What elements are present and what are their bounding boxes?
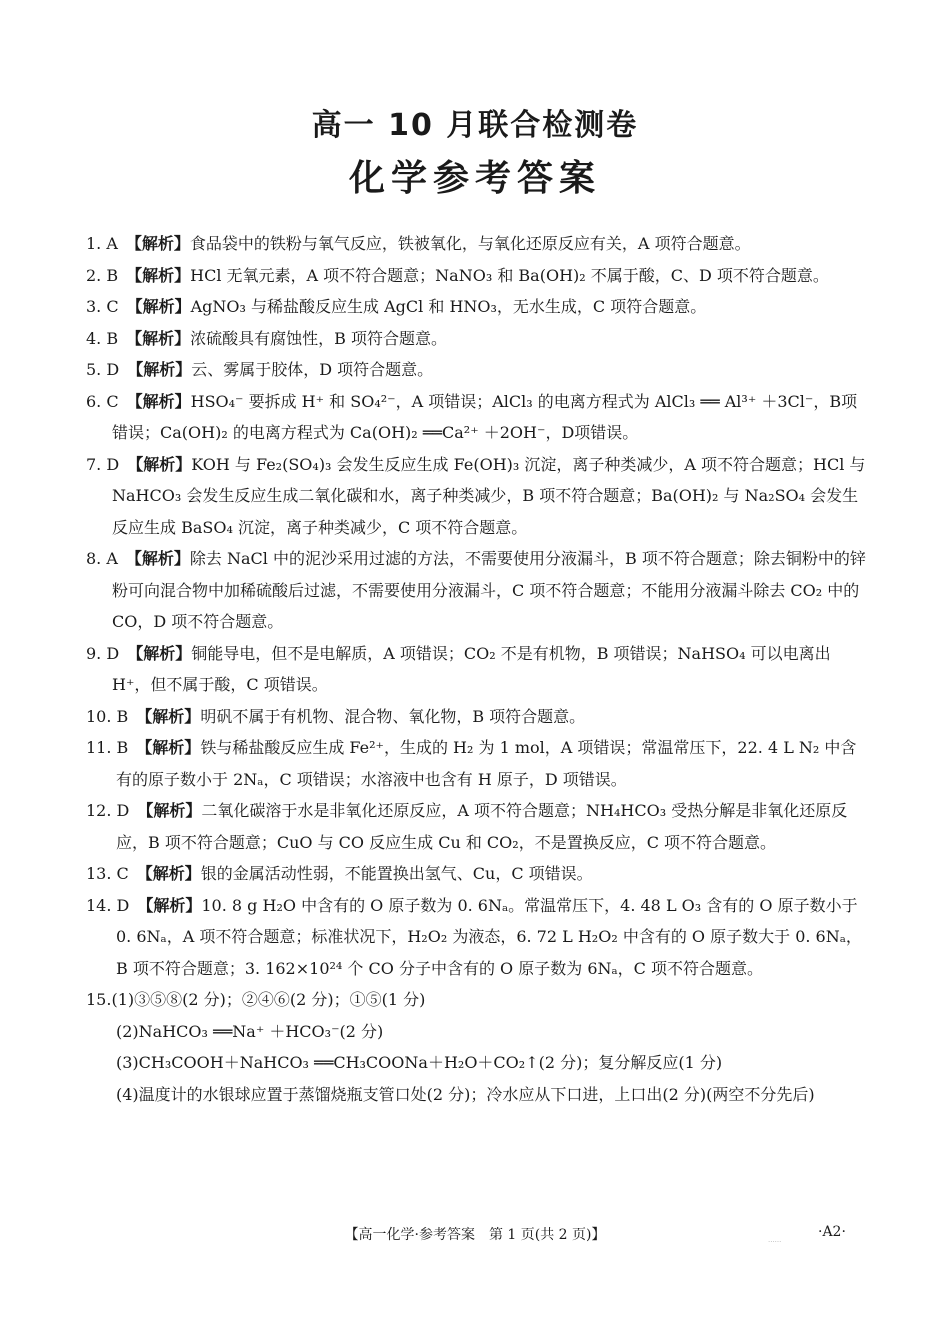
answer-text: HSO₄⁻ 要拆成 H⁺ 和 SO₄²⁻，A 项错误；AlCl₃ 的电离方程式为 AlCl₃ ══ Al³⁺ ＋3Cl⁻，B项错误；Ca(OH)₂ 的电离方程式为 Ca(OH)₂ ══Ca²⁺ ＋2OH⁻，D项错误。 xyxy=(112,391,858,442)
page-code: ·A2· xyxy=(818,1224,846,1240)
answer-item xyxy=(86,323,868,355)
answer-number: 3. C xyxy=(86,297,119,316)
answer-text: 除去 NaCl 中的泥沙采用过滤的方法，不需要使用分液漏斗，B 项不符合题意；除去铜粉中的锌粉可向混合物中加稀硫酸后过滤，不需要使用分液漏斗，C 项不符合题意；不能用分液漏斗除去 CO₂ 中的 CO，D 项不符合题意。 xyxy=(112,549,866,631)
answer-number: 2. B xyxy=(86,265,119,285)
answer-number: 9. D xyxy=(86,643,120,663)
answer-item xyxy=(86,543,868,638)
answer-text: AgNO₃ 与稀盐酸反应生成 AgCl 和 HNO₃，无水生成，C 项符合题意。 xyxy=(190,297,707,316)
analysis-tag: 【解析】 xyxy=(125,549,190,568)
page-subtitle: 化学参考答案 xyxy=(348,158,601,199)
answer-part: (4)温度计的水银球应置于蒸馏烧瓶支管口处(2 分)；冷水应从下口进，上口出(2 分)(两空不分先后) xyxy=(116,1084,815,1104)
analysis-tag: 【解析】 xyxy=(126,297,191,316)
analysis-tag: 【解析】 xyxy=(137,801,202,820)
page-footer: 【高一化学·参考答案 第 1 页(共 2 页)】 xyxy=(344,1227,606,1243)
answer-text: 银的金属活动性弱，不能置换出氢气、Cu，C 项错误。 xyxy=(200,864,593,883)
answer-part: (2)NaHCO₃ ══Na⁺ ＋HCO₃⁻(2 分) xyxy=(116,1021,384,1041)
answer-number: 11. B xyxy=(86,738,129,757)
answer-item xyxy=(86,638,868,701)
answer-item xyxy=(86,354,868,386)
answer-number: 8. A xyxy=(86,549,118,568)
answer-text: 铜能导电，但不是电解质，A 项错误；CO₂ 不是有机物，B 项错误；NaHSO₄ 可以电离出 H⁺，但不属于酸，C 项错误。 xyxy=(112,643,831,694)
answer-number: 4. B xyxy=(86,328,119,348)
answer-item xyxy=(86,260,868,292)
analysis-tag: 【解析】 xyxy=(125,234,190,253)
analysis-tag: 【解析】 xyxy=(127,643,192,663)
analysis-tag: 【解析】 xyxy=(127,454,192,474)
analysis-tag: 【解析】 xyxy=(136,738,201,757)
answer-item xyxy=(86,449,868,544)
answer-text: 二氧化碳溶于水是非氧化还原反应，A 项不符合题意；NH₄HCO₃ 受热分解是非氧化还原反应，B 项不符合题意；CuO 与 CO 反应生成 Cu 和 CO₂，不是置换反应，C 项不符合题意。 xyxy=(116,801,848,852)
analysis-tag: 【解析】 xyxy=(137,895,202,915)
answer-item xyxy=(86,732,868,795)
answer-number: 13. C xyxy=(86,864,129,883)
answer-item xyxy=(86,386,868,449)
analysis-tag: 【解析】 xyxy=(126,265,191,285)
analysis-tag: 【解析】 xyxy=(127,360,192,379)
answer-text: 云、雾属于胶体，D 项符合题意。 xyxy=(191,360,434,379)
answer-list xyxy=(86,228,868,1110)
answer-text: 明矾不属于有机物、混合物、氧化物，B 项符合题意。 xyxy=(200,706,586,726)
answer-number: 15. xyxy=(86,990,112,1009)
answer-text: HCl 无氧元素，A 项不符合题意；NaNO₃ 和 Ba(OH)₂ 不属于酸，C、D 项不符合题意。 xyxy=(190,265,829,285)
answer-item xyxy=(86,228,868,260)
answer-number: 6. C xyxy=(86,391,119,411)
answer-text: 10. 8 g H₂O 中含有的 O 原子数为 0. 6Nₐ。常温常压下，4. 48 L O₃ 含有的 O 原子数小于 0. 6Nₐ，A 项不符合题意；标准状况下，H₂O₂ 为液态，6. 72 L H₂O₂ 中含有的 O 原子数大于 0. 6Nₐ，B 项不符合题意；3. 162×10²⁴ 个 CO 分子中含有的 O 原子数为 6Nₐ，C 项不符合题意。 xyxy=(116,895,862,978)
answer-text: KOH 与 Fe₂(SO₄)₃ 会发生反应生成 Fe(OH)₃ 沉淀，离子种类减少，A 项不符合题意；HCl 与 NaHCO₃ 会发生反应生成二氧化碳和水，离子种类减少，B 项不符合题意；Ba(OH)₂ 与 Na₂SO₄ 会发生反应生成 BaSO₄ 沉淀，离子种类减少，C 项不符合题意。 xyxy=(112,454,866,537)
answer-number: 10. B xyxy=(86,706,129,726)
analysis-tag: 【解析】 xyxy=(126,328,191,348)
answer-number: 5. D xyxy=(86,360,120,379)
answer-number: 12. D xyxy=(86,801,130,820)
answer-item xyxy=(86,890,868,985)
faint-mark: ...... xyxy=(768,1236,782,1244)
answer-item-15 xyxy=(86,984,868,1016)
analysis-tag: 【解析】 xyxy=(126,391,191,411)
answer-part: (3)CH₃COOH＋NaHCO₃ ══CH₃COONa＋H₂O＋CO₂↑(2 分)；复分解反应(1 分) xyxy=(116,1053,723,1072)
answer-item xyxy=(86,701,868,733)
answer-number: 14. D xyxy=(86,895,130,915)
answer-item xyxy=(86,858,868,890)
answer-item xyxy=(86,291,868,323)
answer-part: (1)③⑤⑧(2 分)；②④⑥(2 分)；①⑤(1 分) xyxy=(111,990,426,1009)
answer-text: 铁与稀盐酸反应生成 Fe²⁺，生成的 H₂ 为 1 mol，A 项错误；常温常压下，22. 4 L N₂ 中含有的原子数小于 2Nₐ，C 项错误；水溶液中也含有 H 原子，D 项错误。 xyxy=(116,738,857,789)
page-title: 高一 10 月联合检测卷 xyxy=(311,108,639,143)
analysis-tag: 【解析】 xyxy=(136,706,201,726)
answer-number: 7. D xyxy=(86,454,120,474)
answer-number: 1. A xyxy=(86,234,118,253)
answer-text: 食品袋中的铁粉与氧气反应，铁被氧化，与氧化还原反应有关，A 项符合题意。 xyxy=(189,234,751,253)
answer-item xyxy=(86,795,868,858)
answer-text: 浓硫酸具有腐蚀性，B 项符合题意。 xyxy=(190,328,447,348)
analysis-tag: 【解析】 xyxy=(136,864,201,883)
